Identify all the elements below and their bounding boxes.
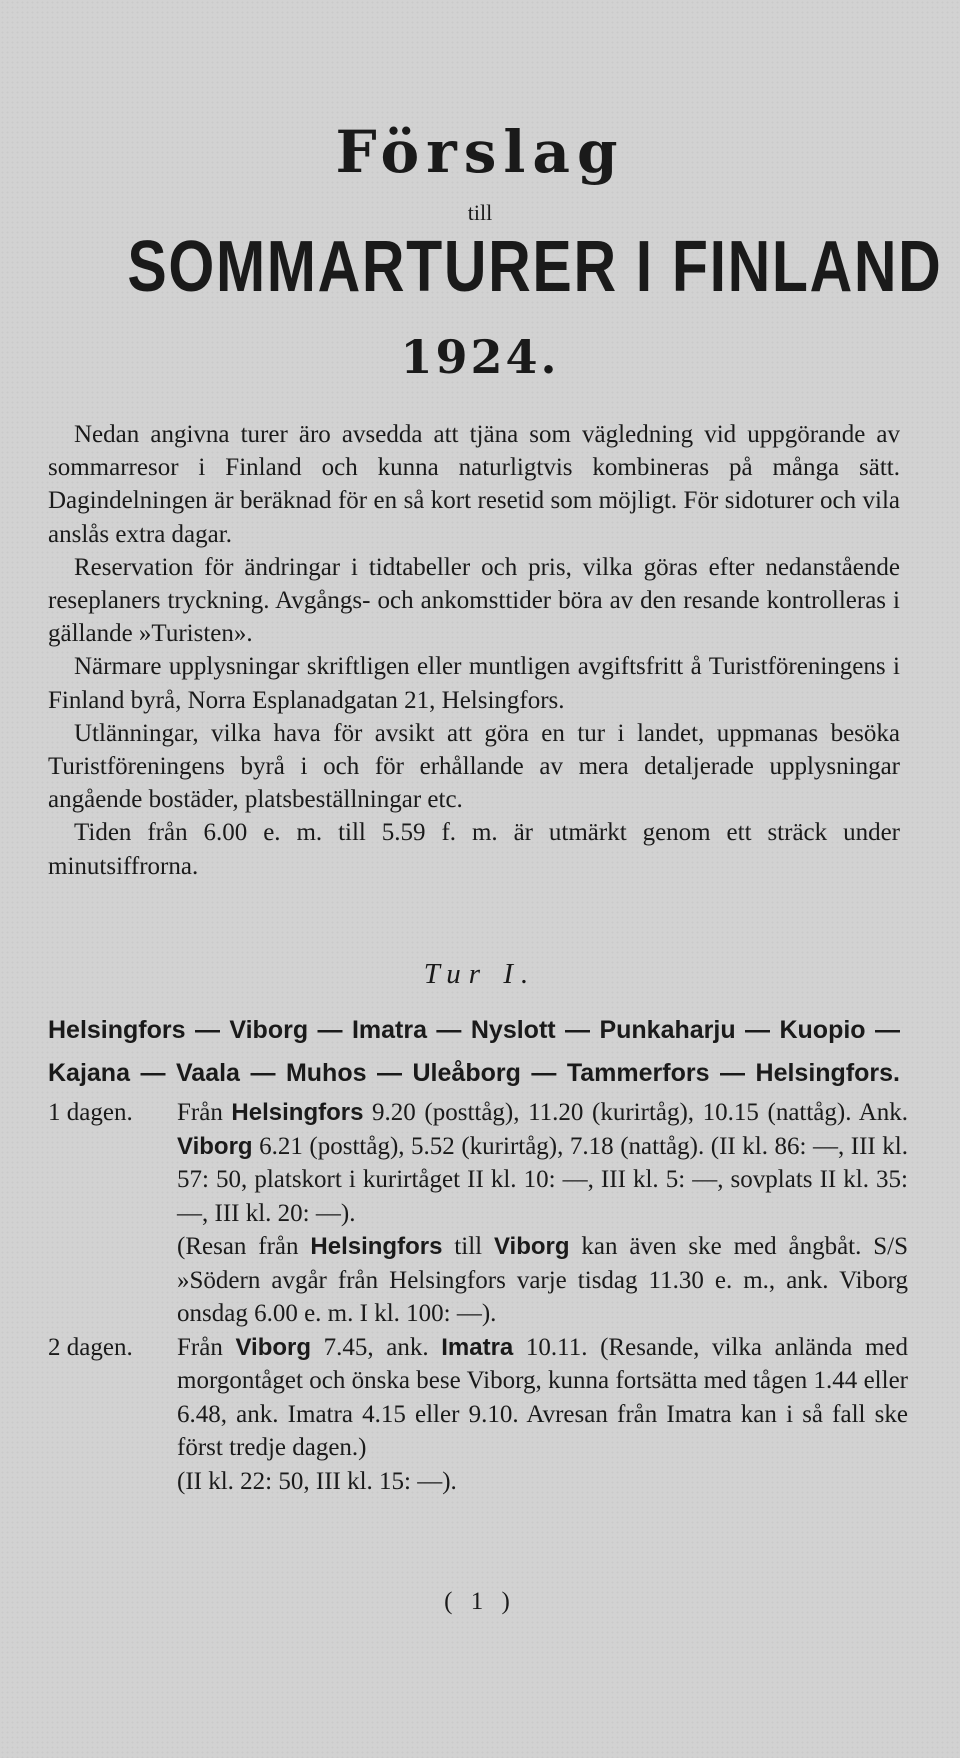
intro-paragraph: Nedan angivna turer äro avsedda att tjäna som vägledning vid uppgörande av sommarresor i Finland och kunna naturligtvis kombineras på många sätt. Dagindelningen är beräknad för en så kort resetid som möjligt. För sidoturer och vila anslås extra dagar.	[48, 421, 900, 548]
day-label: 1 dagen.	[48, 1099, 133, 1126]
itinerary-days	[48, 1096, 908, 1498]
day-description	[177, 1331, 908, 1499]
tour-heading: Tur I.	[423, 958, 537, 990]
intro-paragraph: Utlänningar, vilka hava för avsikt att göra en tur i landet, uppmanas besöka Turistföreningens byrå i och för erhållande av mera detaljerade upplysningar angående bostäder, platsbeställningar etc.	[48, 719, 900, 814]
day-paragraph: Från Viborg 7.45, ank. Imatra 10.11. (Resande, vilka anlända med morgontåget och önska bese Viborg, kunna fortsätta med tågen 1.44 eller 6.48, ank. Imatra 4.15 eller 9.10. Avresan från Imatra kan i så fall ske först tredje dagen.)	[177, 1333, 908, 1461]
intro-paragraph: Reservation för ändringar i tidtabeller och pris, vilka göras efter nedanstående reseplaners tryckning. Avgångs- och ankomsttider böra av den resande kontrolleras i gällande »Turisten».	[48, 553, 900, 648]
intro-paragraph: Tiden från 6.00 e. m. till 5.59 f. m. är utmärkt genom ett sträck under minutsiffrorna.	[48, 819, 900, 880]
route-line: Helsingfors — Viborg — Imatra — Nyslott — Punkaharju — Kuopio —	[48, 1016, 900, 1044]
place-name: Viborg	[493, 1233, 570, 1260]
day-entry	[48, 1096, 908, 1331]
day-entry	[48, 1331, 908, 1499]
day-paragraph: (Resan från Helsingfors till Viborg kan även ske med ångbåt. S/S »Södern avgår från Helsingfors varje tisdag 11.30 e. m., ank. Viborg onsdag 6.00 e. m. I kl. 100: —).	[177, 1233, 908, 1327]
route-line: Kajana — Vaala — Muhos — Uleåborg — Tammerfors — Helsingfors.	[48, 1059, 900, 1087]
page-title: Förslag	[335, 118, 625, 186]
year-heading: 1924.	[400, 330, 560, 384]
title-connector: till	[467, 200, 493, 225]
main-heading: SOMMARTURER I FINLAND	[127, 227, 943, 307]
place-name: Helsingfors	[231, 1099, 364, 1126]
place-name: Viborg	[235, 1333, 312, 1361]
place-name: Imatra	[441, 1333, 514, 1361]
tour-route	[48, 1009, 900, 1095]
day-paragraph: (II kl. 22: 50, III kl. 15: —).	[177, 1467, 457, 1495]
intro-paragraph: Närmare upplysningar skriftligen eller muntligen avgiftsfritt å Turistföreningens i Finland byrå, Norra Esplanadgatan 21, Helsingfors.	[48, 653, 900, 714]
day-paragraph: Från Helsingfors 9.20 (posttåg), 11.20 (kurirtåg), 10.15 (nattåg). Ank. Viborg 6.21 (posttåg), 5.52 (kurirtåg), 7.18 (nattåg). (II kl. 86: —, III kl. 57: 50, platskort i kurirtåget II kl. 10: —, III kl. 5: —, sovplats II kl. 35: —, III kl. 20: —).	[177, 1099, 908, 1227]
intro-section	[48, 418, 900, 883]
page-number: ( 1 )	[444, 1588, 516, 1615]
day-description	[177, 1096, 908, 1331]
day-label: 2 dagen.	[48, 1333, 133, 1361]
place-name: Viborg	[177, 1132, 253, 1160]
place-name: Helsingfors	[310, 1233, 443, 1260]
